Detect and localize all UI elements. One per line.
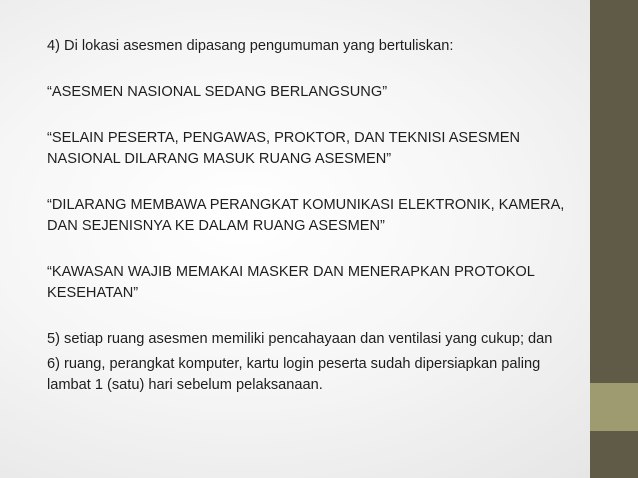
paragraph-item-6: 6) ruang, perangkat komputer, kartu login peserta sudah dipersiapkan paling lambat 1 (satu) hari sebelum pelaksanaan. <box>47 356 541 393</box>
slide-body <box>47 36 567 396</box>
paragraph-item-5: 5) setiap ruang asesmen memiliki pencahayaan dan ventilasi yang cukup; dan <box>47 331 553 347</box>
paragraph-item-4: 4) Di lokasi asesmen dipasang pengumuman yang bertuliskan: <box>47 38 454 54</box>
announcement-2: “SELAIN PESERTA, PENGAWAS, PROKTOR, DAN TEKNISI ASESMEN NASIONAL DILARANG MASUK RUANG ASESMEN” <box>47 130 521 167</box>
decorative-accent-square <box>590 383 638 431</box>
announcement-3: “DILARANG MEMBAWA PERANGKAT KOMUNIKASI ELEKTRONIK, KAMERA, DAN SEJENISNYA KE DALAM RUANG ASESMEN” <box>47 197 565 234</box>
announcement-4: “KAWASAN WAJIB MEMAKAI MASKER DAN MENERAPKAN PROTOKOL KESEHATAN” <box>47 264 535 301</box>
announcement-1: “ASESMEN NASIONAL SEDANG BERLANGSUNG” <box>47 84 388 100</box>
decorative-sidebar <box>590 0 638 478</box>
